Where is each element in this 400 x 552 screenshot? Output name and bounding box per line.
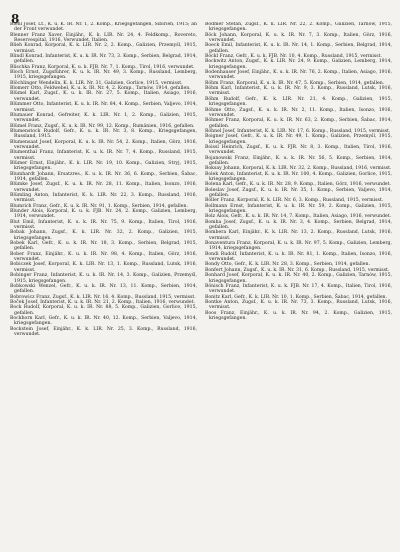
register-entry: Blehl Josef, Lt., K. u. K. IR. Nr. 1, 2. Komp., Kriegsgefangen, Sibirien, 1915; an der Front verwundet.	[10, 22, 197, 33]
register-entry: Bockstein Josef, Einjähr., K. k. LIR. Nr. 25, 3. Komp., Russland, 1916, verwundet.	[10, 326, 197, 337]
register-entry: Böhmer Franz, Korporal, K. u. k. IR. Nr. 63, 2. Komp., Serbien, Šabac, 1914, gefallen.	[205, 118, 392, 129]
register-entry: Blumrich Franz, Gefr., K. u. k. IR. Nr. 91, 1. Komp., Serbien, 1914, gefallen.	[10, 203, 188, 209]
register-entry: Boos Franz, Einjähr., K. u. k. IR. Nr. 94, 2. Komp., Galizien, 1915, kriegsgefangen.	[205, 310, 392, 321]
register-entry: Boeck Emil, Infanterist, K. u. k. IR. Nr. 14, 1. Komp., Serbien, Belgrad, 1914, gefallen.	[205, 43, 392, 54]
register-entry: Blümling Anton, Infanterist, K. k. LIR. Nr. 22, 3. Komp., Russland, 1916, vermisst.	[10, 193, 197, 204]
register-entry: Bollmann Ernst, Infanterist, K. u. k. IR. Nr. 59, 2. Komp., Galizien, 1915, kriegsgefangen.	[205, 203, 392, 215]
register-entry: Bomba Josef, Zugsf., K. u. k. IR. Nr. 3, 4. Komp., Serbien, Belgrad, 1914, gefallen.	[205, 219, 392, 231]
register-entry: Bombera Karl, Einjähr., K. k. LIR. Nr. 13, 2. Komp., Russland, Lutsk, 1916, vermisst.	[205, 230, 392, 241]
register-entry: Bondi Rudolf, Infanterist, K. u. k. IR. Nr. 81, 1. Komp., Italien, Isonzo, 1916, verwundet.	[205, 251, 392, 263]
register-entry: Boček Josef, Infanterist, K. u. k. IR. Nr. 21, 2. Komp., Italien, 1916, verwundet.	[10, 299, 195, 305]
register-entry: Blümel Karl, Zugsf., K. u. k. IR. Nr. 27, 5. Komp., Italien, Asiago, 1916, verwundet.	[10, 91, 197, 102]
register-entry: Böckl Franz, Gefr., K. u. k. FJB. Nr. 10, 4. Komp., Russland, 1915, vermisst.	[205, 54, 382, 60]
register-entry: Böck Johann, Korporal, K. u. k. IR. Nr. 7, 3. Komp., Italien, Görz, 1916, verwundet.	[205, 32, 392, 44]
register-entry: Blümke Josef, Zugsf., K. u. k. IR. Nr. 28, 11. Komp., Italien, Isonzo, 1916, verwundet.	[10, 182, 197, 193]
register-entry: Blenner Franz Xaver, Einjähr., K. k. LIR. Nr. 24, 4. Feldkomp., Rovereto, Reservespital, 1916, Verwundet, Italien.	[10, 32, 197, 44]
register-entry: Blischka Franz, Korporal, K. u. k. FJB. Nr. 7, 1. Komp., Tirol, 1916, verwundet.	[10, 64, 195, 70]
register-entry: Bockhorn Karl, Gefr., K. u. k. IR. Nr. 40, 12. Komp., Serbien, Valjevo, 1914, kriegsgefangen.	[10, 315, 197, 327]
register-entry: Bobek Karl, Gefr., K. u. k. IR. Nr. 18, 3. Komp., Serbien, Belgrad, 1915, gefallen.	[10, 241, 197, 252]
left-column	[10, 22, 197, 546]
register-entry: Böhm Karl, Infanterist, K. u. k. IR. Nr. 9, 3. Komp., Russland, Lutsk, 1916, vermisst.	[205, 86, 392, 97]
register-entry: Bockwitz Anton, Zugsf., K. k. LIR. Nr. 24, 9. Komp., Galizien, Lemberg, 1914, kriegsgefangen.	[205, 59, 392, 70]
register-entry: Bober Franz, Einjähr., K. u. k. IR. Nr. 98, 4. Komp., Italien, Görz, 1916, verwundet.	[10, 251, 197, 263]
register-entry: Blieh Konrad, Korporal, K. k. LIR. Nr. 2, 2. Komp., Galizien, Przemyśl, 1915, vermisst.	[10, 43, 197, 54]
register-entry: Bonhard Josef, Korporal, K. u. k. IR. Nr. 40, 2. Komp., Galizien, Tarnów, 1915, kriegsgefangen.	[205, 273, 392, 284]
register-entry: Blunder Alois, Korporal, K. u. k. FJB. Nr. 24, 2. Komp., Galizien, Lemberg, 1914, verwundet.	[10, 209, 197, 220]
register-entry: Böhme Otto, Zugsf., K. u. k. IR. Nr. 2, 11. Komp., Italien, Isonzo, 1916, verwundet.	[205, 107, 392, 118]
register-entry: Blümel Franz, Zugsf., K. u. k. IR. Nr. 99, 12. Komp., Rumänien, 1916, gefallen.	[10, 123, 195, 129]
right-column	[205, 22, 392, 546]
register-entry: Boksay Johann, Korporal, K. k. LIR. Nr. 32, 2. Komp., Russland, 1916, vermisst.	[205, 166, 392, 172]
register-entry: Bojanowski Franz, Einjähr., K. u. k. IR. Nr. 56, 5. Komp., Serbien, 1914, gefallen.	[205, 155, 392, 166]
register-entry: Blut Emil, Infanterist, K. u. k. IR. Nr. 75, 9. Komp., Italien, Tirol, 1916, vermisst.	[10, 219, 197, 231]
page-number: 8	[11, 12, 20, 26]
register-entry: Böhm Rudolf, Gefr., K. k. LIR. Nr. 21, 4. Komp., Galizien, 1915, kriegsgefangen.	[205, 96, 392, 108]
register-entry: Bontke Anton, Zugsf., K. u. k. IR. Nr. 73, 3. Komp., Russland, Lutsk, 1916, vermisst.	[205, 299, 392, 311]
register-entry: Boissl Heinrich, Zugsf., K. u. k. FJB. Nr. 8, 3. Komp., Italien, Tirol, 1916, verwundet.	[205, 144, 392, 156]
register-entry: Bobak Johann, Zugsf., K. k. LIR. Nr. 32, 2. Komp., Galizien, 1915, kriegsgefangen.	[10, 230, 197, 241]
register-entry: Bolena Karl, Gefr., K. u. k. IR. Nr. 28, 9. Komp., Italien, Görz, 1916, verwundet.	[205, 182, 392, 188]
register-entry: Bonaventura Franz, Korporal, K. u. k. IR. Nr. 97, 5. Komp., Galizien, Lemberg, 1914, kriegsgefangen.	[205, 241, 392, 252]
register-entry: Blumauer Konrad, Gefreiter, K. k. LIR. Nr. 1, 2. Komp., Galizien, 1915, verwundet.	[10, 112, 197, 124]
register-entry: Bönisch Franz, Infanterist, K. u. k. FJB. Nr. 17, 4. Komp., Italien, Tirol, 1916, verwundet.	[205, 283, 392, 295]
register-entry: Blümmer Otto, Infanterist, K. u. k. IR. Nr. 84, 4. Komp., Serbien, Valjevo, 1914, vermisst.	[10, 102, 197, 113]
register-entry: Bolek Anton, Infanterist, K. u. k. IR. Nr. 100, 4. Komp., Galizien, Gorlice, 1915, kriegsgefangen.	[205, 171, 392, 182]
register-entry: Blumenthal Franz, Infanterist, K. u. k. IR. Nr. 7, 4. Komp., Russland, 1915, vermisst.	[10, 150, 197, 161]
register-entry: Bloch Ernst, Zugsführer, K. u. k. IR. Nr. 49, 3. Komp., Russland, Lemberg, 1915, kriegsgefangen.	[10, 70, 197, 81]
register-entry: Bobrowicz Franz, Zugsf., K. k. LIR. Nr. 16, 4. Komp., Russland, 1915, vermisst.	[10, 294, 196, 300]
register-entry: Bondy Otto, Gefr., K. k. LIR. Nr. 28, 3. Komp., Serbien, 1914, gefallen.	[205, 262, 370, 268]
register-entry: Blumhardt Johann, Ersatzres., K. u. k. IR. Nr. 36, 6. Komp., Serbien, Šabac, 1914, gefallen.	[10, 171, 197, 182]
register-entry: Böhnel Josef, Infanterist, K. k. LIR. Nr. 17, 6. Komp., Russland, 1915, vermisst.	[205, 128, 391, 134]
register-entry: Bobkowski Wenzel, Gefr., K. u. k. IR. Nr. 13, 11. Komp., Serbien, 1914, gefallen.	[10, 283, 197, 295]
register-entry: Bodmer Stefan, Zugsf., K. k. LIR. Nr. 22, 2. Komp., Galizien, Tarnów, 1915, kriegsgefangen.	[205, 22, 392, 33]
register-entry: Blöchlinger Wendelin, K. k. LIR. Nr. 31, Galizien, Gorlice, 1915, vermisst.	[10, 80, 183, 86]
register-entry: Bonitz Karl, Gefr., K. k. LIR. Nr. 10, 1. Komp., Serbien, Šabac, 1914, gefallen.	[205, 294, 388, 300]
text-columns	[10, 22, 392, 546]
register-entry: Blumenstock Rudolf, Gefr., K. u. k. IR. Nr. 3, 8. Komp., Kriegsgefangen, Russland, 1915.	[10, 128, 197, 140]
register-entry: Blümer Ernst, Einjähr., K. k. LIR. Nr. 19, 10. Komp., Galizien, Stryj, 1915, kriegsgefangen.	[10, 160, 197, 172]
register-entry: Bodenhauser Josef, Einjähr., K. u. k. IR. Nr. 76, 2. Komp., Italien, Asiago, 1916, verwundet.	[205, 70, 392, 81]
register-entry: Böller Franz, Korporal, K. k. LIR. Nr. 6, 3. Komp., Russland, 1915, vermisst.	[205, 198, 384, 204]
register-entry: Bolz Alois, Gefr., K. u. k. IR. Nr. 14, 7. Komp., Italien, Asiago, 1916, verwundet.	[205, 214, 392, 220]
register-entry: Boleslav Josef, Zugsf., K. u. k. IR. Nr. 35, 1. Komp., Serbien, Valjevo, 1914, gefallen.	[205, 187, 392, 198]
register-entry: Boigner Josef, Gefr., K. u. k. IR. Nr. 49, 1. Komp., Galizien, Przemyśl, 1915, kriegsgefangen.	[205, 134, 392, 145]
register-entry: Blomerr Otto, Feldwebel, K. u. k. IR. Nr. 4, 2. Komp., Tarnów, 1914, gefallen.	[10, 86, 191, 92]
register-entry: Böhm Franz, Korporal, K. u. k. IR. Nr. 47, 5. Komp., Serbien, 1914, gefallen.	[205, 80, 385, 86]
register-entry: Blumensaat Josef, Korporal, K. u. k. IR. Nr. 54, 2. Komp., Italien, Görz, 1916, verwundet.	[10, 139, 197, 150]
register-entry: Bonfert Johann, Zugsf., K. u. k. IR. Nr. 31, 6. Komp., Russland, 1915, vermisst.	[205, 267, 390, 273]
register-entry: Bobiczek Josef, Korporal, K. k. LIR. Nr. 13, 1. Komp., Russland, Lutsk, 1916, vermisst.	[10, 262, 197, 273]
register-entry: Bobinger Franz, Infanterist, K. u. k. IR. Nr. 14, 3. Komp., Galizien, Przemyśl, 1915, kriegsgefangen.	[10, 273, 197, 284]
register-entry: Blindl Konrad, Infanterist, K. u. k. IR. Nr. 73, 3. Komp., Serbien, Belgrad, 1914, gefallen.	[10, 54, 197, 65]
register-entry: Bock Rudolf, Korporal, K. u. k. IR. Nr. 88, 5. Komp., Galizien, Gorlice, 1915, gefallen.	[10, 305, 197, 316]
